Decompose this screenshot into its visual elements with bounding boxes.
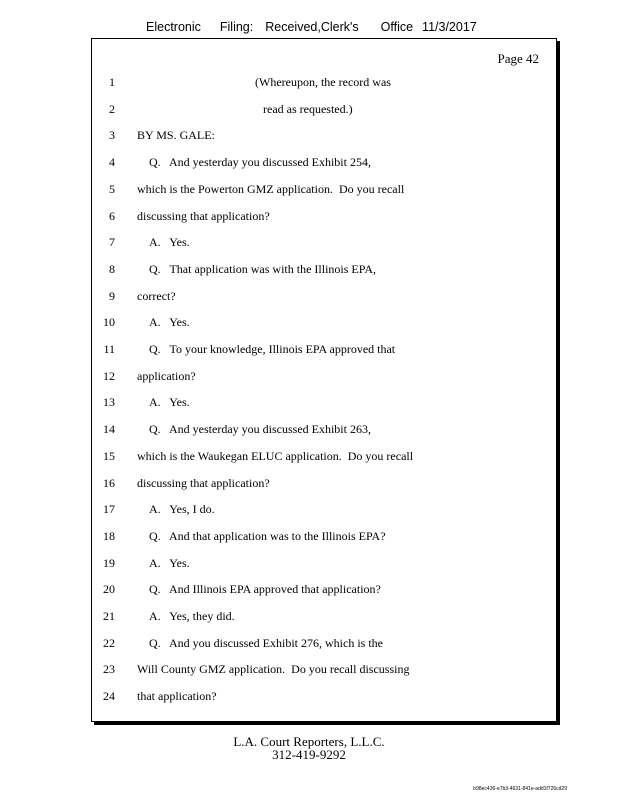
line-text: Q. And you discussed Exhibit 276, which is the — [149, 635, 383, 650]
line-number: 3 — [109, 128, 115, 143]
line-text: A. Yes. — [149, 555, 190, 570]
line-number: 13 — [103, 395, 115, 410]
line-text: Q. And Illinois EPA approved that application? — [149, 582, 381, 597]
line-text: which is the Waukegan ELUC application. Do you recall — [137, 448, 414, 463]
line-text: discussing that application? — [137, 208, 270, 223]
line-number: 15 — [103, 448, 115, 463]
line-number: 17 — [103, 502, 115, 517]
transcript-line — [92, 502, 556, 520]
header-electronic: Electronic — [146, 20, 201, 34]
transcript-line — [92, 582, 556, 600]
transcript-line — [92, 662, 556, 680]
line-text: Q. To your knowledge, Illinois EPA approved that — [149, 342, 396, 356]
line-number: 7 — [109, 235, 115, 250]
header-date: 11/3/2017 — [422, 20, 477, 34]
transcript-line — [92, 609, 556, 627]
line-text: (Whereupon, the record was — [255, 75, 391, 89]
footer-phone: 312-419-9292 — [272, 747, 346, 762]
line-number: 16 — [103, 475, 115, 490]
line-number: 8 — [109, 261, 115, 276]
transcript-line — [92, 689, 556, 707]
transcript-line — [92, 556, 556, 574]
transcript-line — [92, 422, 556, 440]
transcript-line — [92, 262, 556, 280]
line-number: 21 — [103, 609, 115, 623]
line-text: A. Yes. — [149, 235, 190, 250]
transcript-line — [92, 342, 556, 360]
line-number: 12 — [103, 368, 115, 383]
header-office: Office — [380, 20, 414, 34]
line-text: Will County GMZ application. Do you recall discussing — [137, 662, 410, 677]
transcript-line — [92, 636, 556, 654]
transcript-line — [92, 128, 556, 146]
line-text: read as requested.) — [263, 101, 353, 116]
transcript-line — [92, 75, 556, 93]
transcript-line — [92, 102, 556, 120]
line-text: application? — [137, 368, 196, 383]
line-text: BY MS. GALE: — [137, 128, 215, 143]
line-text: which is the Powerton GMZ application. Do you recall — [137, 181, 405, 196]
line-number: 9 — [109, 288, 115, 303]
line-number: 6 — [109, 208, 115, 223]
line-number: 5 — [109, 181, 115, 196]
transcript-line — [92, 395, 556, 413]
transcript-line — [92, 155, 556, 173]
line-text: correct? — [137, 288, 176, 303]
line-number: 18 — [103, 528, 115, 543]
page-number: Page 42 — [497, 51, 539, 66]
transcript-line — [92, 209, 556, 227]
transcript-line — [92, 182, 556, 200]
line-text: A. Yes. — [149, 395, 190, 410]
line-number: 10 — [103, 315, 115, 330]
line-text: that application? — [137, 689, 217, 704]
line-text: Q. And that application was to the Illinois EPA? — [149, 528, 386, 543]
line-text: A. Yes, I do. — [149, 502, 215, 517]
transcript-line — [92, 449, 556, 467]
line-number: 23 — [103, 662, 115, 677]
transcript-line — [92, 315, 556, 333]
line-text: Q. That application was with the Illinois EPA, — [149, 261, 376, 276]
line-text: discussing that application? — [137, 475, 270, 490]
transcript-line — [92, 235, 556, 253]
header-filing: Filing: — [219, 20, 254, 34]
line-number: 22 — [103, 635, 115, 650]
transcript-line — [92, 369, 556, 387]
transcript-line — [92, 476, 556, 494]
line-number: 4 — [109, 155, 115, 170]
footer-company: L.A. Court Reporters, L.L.C. — [233, 734, 385, 749]
line-number: 19 — [103, 555, 115, 570]
line-number: 14 — [103, 422, 115, 437]
transcript-line — [92, 529, 556, 547]
transcript-page — [91, 38, 557, 722]
line-text: A. Yes, they did. — [149, 609, 235, 623]
document-hash: b98ec436-e7b3-4631-841e-add1f726cd29 — [473, 786, 567, 792]
header-received: Received,Clerk's — [265, 20, 359, 34]
line-number: 24 — [103, 689, 115, 704]
transcript-line — [92, 289, 556, 307]
line-text: Q. And yesterday you discussed Exhibit 263, — [149, 422, 371, 437]
line-text: Q. And yesterday you discussed Exhibit 254, — [149, 155, 371, 170]
electronic-filing-header — [146, 20, 477, 34]
line-number: 11 — [103, 342, 115, 356]
line-number: 20 — [103, 582, 115, 597]
line-number: 2 — [109, 101, 115, 116]
line-number: 1 — [109, 75, 115, 89]
line-text: A. Yes. — [149, 315, 190, 330]
